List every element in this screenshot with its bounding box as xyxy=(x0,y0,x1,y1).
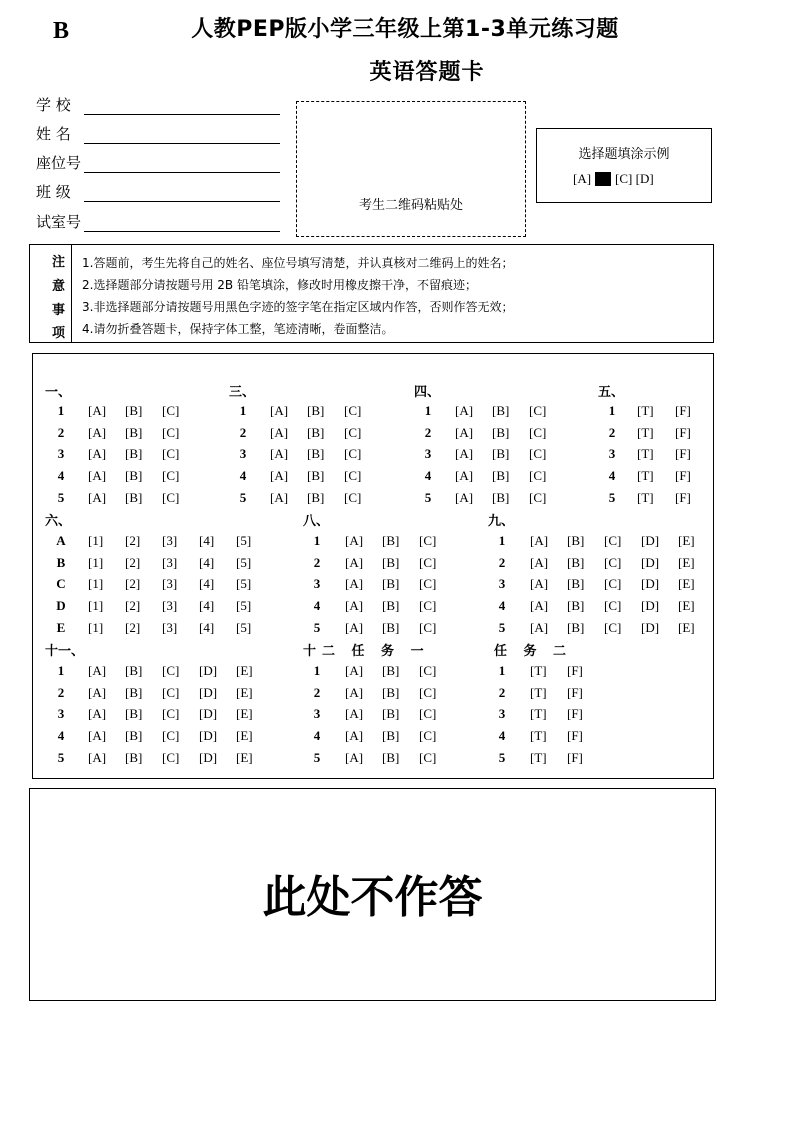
answer-bubble[interactable]: [B] xyxy=(382,533,400,548)
answer-bubble[interactable]: [A] xyxy=(88,749,107,765)
question-number: 3 xyxy=(424,446,432,462)
answer-bubble[interactable]: [E] xyxy=(678,619,695,635)
seat-number-field[interactable] xyxy=(36,152,280,173)
answer-bubble[interactable]: [C] xyxy=(419,749,437,765)
field-label: 班 级 xyxy=(36,183,71,201)
answer-bubble[interactable]: [C] xyxy=(419,576,437,592)
answer-bubble[interactable]: [B] xyxy=(125,749,143,765)
answer-bubble[interactable]: [C] xyxy=(419,533,437,548)
answer-bubble[interactable]: [B] xyxy=(567,598,585,614)
answer-bubble[interactable]: [C] xyxy=(162,424,180,440)
answer-bubble[interactable]: [B] xyxy=(382,749,400,765)
answer-bubble[interactable]: [A] xyxy=(88,684,107,700)
question-number: 5 xyxy=(608,489,616,505)
answer-bubble[interactable]: [A] xyxy=(88,424,107,440)
answer-bubble[interactable]: [F] xyxy=(567,684,583,700)
question-number: 4 xyxy=(313,598,321,614)
question-number: 2 xyxy=(498,684,506,700)
field-label: 座位号 xyxy=(36,154,82,172)
question-number: 4 xyxy=(424,468,432,484)
answer-bubble[interactable]: [C] xyxy=(344,424,362,440)
fill-example-row xyxy=(573,171,654,187)
answer-bubble[interactable]: [T] xyxy=(637,489,654,505)
answer-bubble[interactable]: [C] xyxy=(604,619,622,635)
question-number: 5 xyxy=(57,749,65,765)
answer-bubble[interactable]: [B] xyxy=(382,598,400,614)
answer-bubble[interactable]: [B] xyxy=(125,684,143,700)
answer-bubble[interactable]: [C] xyxy=(529,468,547,484)
question-number: B xyxy=(56,554,66,570)
objective-answer-area xyxy=(32,353,714,779)
answer-bubble[interactable]: [A] xyxy=(270,489,289,505)
filled-bubble-icon xyxy=(595,172,611,186)
question-number: 4 xyxy=(57,728,65,744)
answer-bubble[interactable]: [D] xyxy=(199,663,218,678)
answer-bubble[interactable]: [A] xyxy=(530,598,549,614)
answer-bubble[interactable]: [2] xyxy=(125,533,141,548)
question-number: 3 xyxy=(498,576,506,592)
answer-bubble[interactable]: [B] xyxy=(492,403,510,418)
answer-bubble[interactable]: [C] xyxy=(529,403,547,418)
answer-bubble[interactable]: [B] xyxy=(492,489,510,505)
answer-bubble[interactable]: [A] xyxy=(530,576,549,592)
answer-bubble[interactable]: [C] xyxy=(344,403,362,418)
answer-bubble[interactable]: [3] xyxy=(162,598,178,614)
question-number: C xyxy=(56,576,66,592)
answer-bubble[interactable]: [B] xyxy=(307,468,325,484)
notice-tag-char: 事 xyxy=(52,303,66,318)
section-label: 三、 xyxy=(229,385,256,400)
write-line[interactable] xyxy=(84,184,280,202)
answer-bubble[interactable]: [C] xyxy=(162,749,180,765)
answer-bubble[interactable]: [B] xyxy=(492,424,510,440)
answer-bubble[interactable]: [3] xyxy=(162,554,178,570)
answer-bubble[interactable]: [C] xyxy=(344,446,362,462)
answer-bubble[interactable]: [B] xyxy=(125,489,143,505)
answer-bubble[interactable]: [C] xyxy=(604,598,622,614)
answer-bubble[interactable]: [E] xyxy=(678,533,695,548)
question-number: 3 xyxy=(608,446,616,462)
answer-bubble[interactable]: [C] xyxy=(604,533,622,548)
answer-bubble[interactable]: [D] xyxy=(199,706,218,722)
answer-bubble[interactable]: [A] xyxy=(88,706,107,722)
answer-bubble[interactable]: [A] xyxy=(345,663,364,678)
question-number: 2 xyxy=(313,554,321,570)
answer-bubble[interactable]: [D] xyxy=(199,684,218,700)
section-label: 任 务 二 xyxy=(494,644,573,659)
answer-bubble[interactable]: [C] xyxy=(419,663,437,678)
question-number: 4 xyxy=(498,728,506,744)
answer-bubble[interactable]: [5] xyxy=(236,598,252,614)
answer-bubble[interactable]: [T] xyxy=(530,684,547,700)
answer-bubble[interactable]: [A] xyxy=(88,468,107,484)
question-number: 3 xyxy=(57,446,65,462)
answer-bubble[interactable]: [A] xyxy=(455,424,474,440)
answer-bubble[interactable]: [F] xyxy=(567,663,583,678)
answer-bubble[interactable]: [B] xyxy=(492,446,510,462)
notice-box xyxy=(29,244,714,343)
name-field[interactable] xyxy=(36,123,280,144)
answer-bubble[interactable]: [A] xyxy=(345,576,364,592)
section-label: 十二 任 务 一 xyxy=(303,644,430,659)
answer-bubble[interactable]: [A] xyxy=(88,446,107,462)
answer-bubble[interactable]: [A] xyxy=(88,728,107,744)
write-line[interactable] xyxy=(84,214,280,232)
answer-bubble[interactable]: [E] xyxy=(236,749,253,765)
question-number: 5 xyxy=(313,749,321,765)
answer-bubble[interactable]: [B] xyxy=(125,663,143,678)
answer-bubble[interactable]: [E] xyxy=(678,576,695,592)
notice-tag-char: 意 xyxy=(52,279,66,294)
question-number: 2 xyxy=(424,424,432,440)
answer-bubble[interactable]: [B] xyxy=(307,403,325,418)
answer-bubble[interactable]: [A] xyxy=(345,728,364,744)
page-subtitle: 英语答题卡 xyxy=(369,60,485,85)
answer-bubble[interactable]: [B] xyxy=(125,728,143,744)
answer-bubble[interactable]: [C] xyxy=(344,468,362,484)
answer-bubble[interactable]: [B] xyxy=(125,403,143,418)
answer-bubble[interactable]: [A] xyxy=(455,489,474,505)
answer-bubble[interactable]: [T] xyxy=(637,424,654,440)
answer-bubble[interactable]: [1] xyxy=(88,554,104,570)
answer-bubble[interactable]: [C] xyxy=(419,706,437,722)
section-label: 九、 xyxy=(488,514,515,529)
answer-bubble[interactable]: [F] xyxy=(567,749,583,765)
answer-bubble[interactable]: [A] xyxy=(530,554,549,570)
answer-bubble[interactable]: [B] xyxy=(307,489,325,505)
answer-bubble[interactable]: [C] xyxy=(604,554,622,570)
answer-bubble[interactable]: [B] xyxy=(382,728,400,744)
answer-bubble[interactable]: [C] xyxy=(162,468,180,484)
question-number: 4 xyxy=(608,468,616,484)
question-number: 3 xyxy=(313,576,321,592)
answer-bubble[interactable]: [A] xyxy=(88,663,107,678)
answer-bubble[interactable]: [A] xyxy=(88,403,107,418)
field-label: 姓 名 xyxy=(36,125,71,143)
answer-bubble[interactable]: [F] xyxy=(675,446,691,462)
question-number: 1 xyxy=(424,403,432,418)
answer-bubble[interactable]: [A] xyxy=(345,598,364,614)
question-number: 3 xyxy=(57,706,65,722)
question-number: 5 xyxy=(424,489,432,505)
answer-bubble[interactable]: [1] xyxy=(88,576,104,592)
answer-bubble[interactable]: [D] xyxy=(199,749,218,765)
answer-bubble[interactable]: [4] xyxy=(199,533,215,548)
answer-bubble[interactable]: [C] xyxy=(162,403,180,418)
field-label: 试室号 xyxy=(36,213,82,231)
answer-bubble[interactable]: [C] xyxy=(529,446,547,462)
qr-code-label: 考生二维码粘贴处 xyxy=(358,198,463,213)
answer-bubble[interactable]: [T] xyxy=(530,663,547,678)
page-title: 人教PEP版小学三年级上第1-3单元练习题 xyxy=(191,17,619,42)
fill-example-title: 选择题填涂示例 xyxy=(578,147,670,162)
answer-bubble[interactable]: [B] xyxy=(382,619,400,635)
question-number: 4 xyxy=(57,468,65,484)
section-label: 八、 xyxy=(303,514,330,529)
question-number: 4 xyxy=(498,598,506,614)
question-number: 3 xyxy=(498,706,506,722)
answer-bubble[interactable]: [A] xyxy=(270,446,289,462)
answer-bubble[interactable]: [B] xyxy=(125,446,143,462)
answer-bubble[interactable]: [3] xyxy=(162,533,178,548)
answer-bubble[interactable]: [E] xyxy=(236,684,253,700)
answer-bubble[interactable]: [A] xyxy=(345,684,364,700)
answer-bubble[interactable]: [F] xyxy=(567,706,583,722)
answer-bubble[interactable]: [A] xyxy=(270,403,289,418)
answer-bubble[interactable]: [A] xyxy=(455,403,474,418)
answer-bubble[interactable]: [D] xyxy=(641,598,660,614)
answer-bubble[interactable]: [A] xyxy=(530,619,549,635)
answer-bubble[interactable]: [D] xyxy=(641,619,660,635)
notice-line: 1.答题前，考生先将自己的姓名、座位号填写清楚，并认真核对二维码上的姓名； xyxy=(82,256,514,270)
answer-bubble[interactable]: [2] xyxy=(125,619,141,635)
question-number: 2 xyxy=(313,684,321,700)
notice-tag-char: 项 xyxy=(52,326,66,341)
question-number: 3 xyxy=(313,706,321,722)
answer-bubble[interactable]: [B] xyxy=(567,576,585,592)
question-number: 1 xyxy=(313,533,321,548)
answer-bubble[interactable]: [F] xyxy=(675,489,691,505)
question-number: 5 xyxy=(498,749,506,765)
no-answer-area xyxy=(29,788,716,1001)
answer-bubble[interactable]: [F] xyxy=(675,403,691,418)
answer-bubble[interactable]: [B] xyxy=(382,576,400,592)
answer-bubble[interactable]: [F] xyxy=(675,468,691,484)
question-number: 5 xyxy=(313,619,321,635)
answer-bubble[interactable]: [1] xyxy=(88,533,104,548)
qr-code-area xyxy=(296,101,526,237)
answer-bubble[interactable]: [A] xyxy=(270,424,289,440)
answer-bubble[interactable]: [C] xyxy=(162,684,180,700)
answer-bubble[interactable]: [3] xyxy=(162,576,178,592)
answer-bubble[interactable]: [B] xyxy=(125,468,143,484)
answer-bubble[interactable]: [T] xyxy=(637,446,654,462)
answer-bubble[interactable]: [T] xyxy=(530,706,547,722)
answer-bubble[interactable]: [C] xyxy=(419,598,437,614)
answer-bubble[interactable]: [A] xyxy=(345,619,364,635)
question-number: 1 xyxy=(313,663,321,678)
answer-bubble[interactable]: [B] xyxy=(382,706,400,722)
answer-bubble[interactable]: [D] xyxy=(641,576,660,592)
answer-bubble[interactable]: [A] xyxy=(345,554,364,570)
question-number: 4 xyxy=(239,468,247,484)
answer-bubble[interactable]: [T] xyxy=(637,403,654,418)
section-label: 五、 xyxy=(598,385,625,400)
notice-tag xyxy=(30,245,72,342)
version-label: B xyxy=(53,18,70,44)
no-answer-label: 此处不作答 xyxy=(262,872,483,923)
answer-bubble[interactable]: [A] xyxy=(345,706,364,722)
school-field[interactable] xyxy=(36,94,280,115)
notice-line: 4.请勿折叠答题卡，保持字体工整，笔迹清晰，卷面整洁。 xyxy=(82,322,394,336)
answer-bubble[interactable]: [B] xyxy=(567,554,585,570)
question-number: 1 xyxy=(498,663,506,678)
write-line[interactable] xyxy=(84,126,280,144)
answer-bubble[interactable]: [C] xyxy=(419,619,437,635)
answer-bubble[interactable]: [C] xyxy=(529,424,547,440)
answer-bubble[interactable]: [C] xyxy=(419,728,437,744)
question-number: 5 xyxy=(57,489,65,505)
answer-bubble[interactable]: [B] xyxy=(125,424,143,440)
answer-bubble[interactable]: [E] xyxy=(236,706,253,722)
field-label: 学 校 xyxy=(36,96,71,114)
question-number: 2 xyxy=(608,424,616,440)
write-line[interactable] xyxy=(84,155,280,173)
section-label: 一、 xyxy=(45,385,72,400)
answer-bubble[interactable]: [B] xyxy=(382,684,400,700)
answer-bubble[interactable]: [C] xyxy=(162,663,180,678)
answer-bubble[interactable]: [D] xyxy=(641,554,660,570)
answer-bubble[interactable]: [5] xyxy=(236,576,252,592)
answer-bubble[interactable]: [2] xyxy=(125,576,141,592)
answer-bubble[interactable]: [T] xyxy=(530,728,547,744)
question-number: 1 xyxy=(498,533,506,548)
answer-bubble[interactable]: [B] xyxy=(567,533,585,548)
answer-bubble[interactable]: [T] xyxy=(530,749,547,765)
answer-bubble[interactable]: [4] xyxy=(199,619,215,635)
question-number: 1 xyxy=(239,403,247,418)
notice-line: 2.选择题部分请按题号用 2B 铅笔填涂，修改时用橡皮擦干净，不留痕迹； xyxy=(82,278,477,292)
answer-bubble[interactable]: [A] xyxy=(530,533,549,548)
answer-bubble[interactable]: [1] xyxy=(88,598,104,614)
answer-bubble[interactable]: [C] xyxy=(419,684,437,700)
answer-bubble[interactable]: [4] xyxy=(199,576,215,592)
answer-bubble[interactable]: [F] xyxy=(675,424,691,440)
answer-bubble[interactable]: [A] xyxy=(270,468,289,484)
question-number: 4 xyxy=(313,728,321,744)
answer-bubble[interactable]: [A] xyxy=(455,446,474,462)
answer-bubble[interactable]: [2] xyxy=(125,554,141,570)
answer-bubble[interactable]: [A] xyxy=(345,533,364,548)
answer-bubble[interactable]: [C] xyxy=(419,554,437,570)
answer-bubble[interactable]: [B] xyxy=(307,446,325,462)
answer-bubble[interactable]: [B] xyxy=(492,468,510,484)
answer-bubble[interactable]: [B] xyxy=(382,663,400,678)
answer-bubble[interactable]: [E] xyxy=(678,598,695,614)
answer-bubble[interactable]: [C] xyxy=(162,728,180,744)
answer-bubble[interactable]: [C] xyxy=(162,706,180,722)
answer-bubble[interactable]: [C] xyxy=(529,489,547,505)
answer-bubble[interactable]: [4] xyxy=(199,554,215,570)
answer-bubble[interactable]: [2] xyxy=(125,598,141,614)
notice-line: 3.非选择题部分请按题号用黑色字迹的签字笔在指定区域内作答，否则作答无效； xyxy=(82,300,514,314)
example-option-a: [A] xyxy=(573,171,592,186)
answer-bubble[interactable]: [5] xyxy=(236,533,252,548)
question-number: 3 xyxy=(239,446,247,462)
fill-example-box xyxy=(536,128,712,203)
question-number: 2 xyxy=(57,684,65,700)
answer-bubble[interactable]: [C] xyxy=(344,489,362,505)
answer-bubble[interactable]: [E] xyxy=(236,728,253,744)
write-line[interactable] xyxy=(84,97,280,115)
answer-bubble[interactable]: [B] xyxy=(567,619,585,635)
answer-bubble[interactable]: [C] xyxy=(604,576,622,592)
example-option-cd: [C] [D] xyxy=(615,171,654,186)
question-number: 1 xyxy=(57,663,65,678)
answer-bubble[interactable]: [4] xyxy=(199,598,215,614)
question-number: E xyxy=(56,619,66,635)
question-number: 2 xyxy=(239,424,247,440)
section-label: 六、 xyxy=(45,514,72,529)
answer-bubble[interactable]: [F] xyxy=(567,728,583,744)
answer-bubble[interactable]: [A] xyxy=(88,489,107,505)
question-number: 5 xyxy=(498,619,506,635)
question-number: 1 xyxy=(57,403,65,418)
question-number: 2 xyxy=(498,554,506,570)
question-number: 1 xyxy=(608,403,616,418)
answer-bubble[interactable]: [B] xyxy=(125,706,143,722)
question-number: 5 xyxy=(239,489,247,505)
class-field[interactable] xyxy=(36,181,280,202)
exam-room-field[interactable] xyxy=(36,211,280,232)
answer-bubble[interactable]: [B] xyxy=(307,424,325,440)
question-number: 2 xyxy=(57,424,65,440)
answer-bubble[interactable]: [B] xyxy=(382,554,400,570)
answer-bubble[interactable]: [T] xyxy=(637,468,654,484)
question-number: D xyxy=(56,598,66,614)
answer-bubble[interactable]: [C] xyxy=(162,446,180,462)
answer-bubble[interactable]: [5] xyxy=(236,554,252,570)
answer-bubble[interactable]: [A] xyxy=(345,749,364,765)
answer-bubble[interactable]: [1] xyxy=(88,619,104,635)
answer-bubble[interactable]: [E] xyxy=(236,663,253,678)
answer-bubble[interactable]: [D] xyxy=(641,533,660,548)
section-label: 四、 xyxy=(414,385,441,400)
question-number: A xyxy=(56,533,66,548)
answer-bubble[interactable]: [3] xyxy=(162,619,178,635)
section-label: 十一、 xyxy=(45,644,85,659)
answer-bubble[interactable]: [D] xyxy=(199,728,218,744)
notice-tag-char: 注 xyxy=(52,255,66,270)
answer-bubble[interactable]: [A] xyxy=(455,468,474,484)
answer-bubble[interactable]: [E] xyxy=(678,554,695,570)
answer-bubble[interactable]: [5] xyxy=(236,619,252,635)
answer-bubble[interactable]: [C] xyxy=(162,489,180,505)
